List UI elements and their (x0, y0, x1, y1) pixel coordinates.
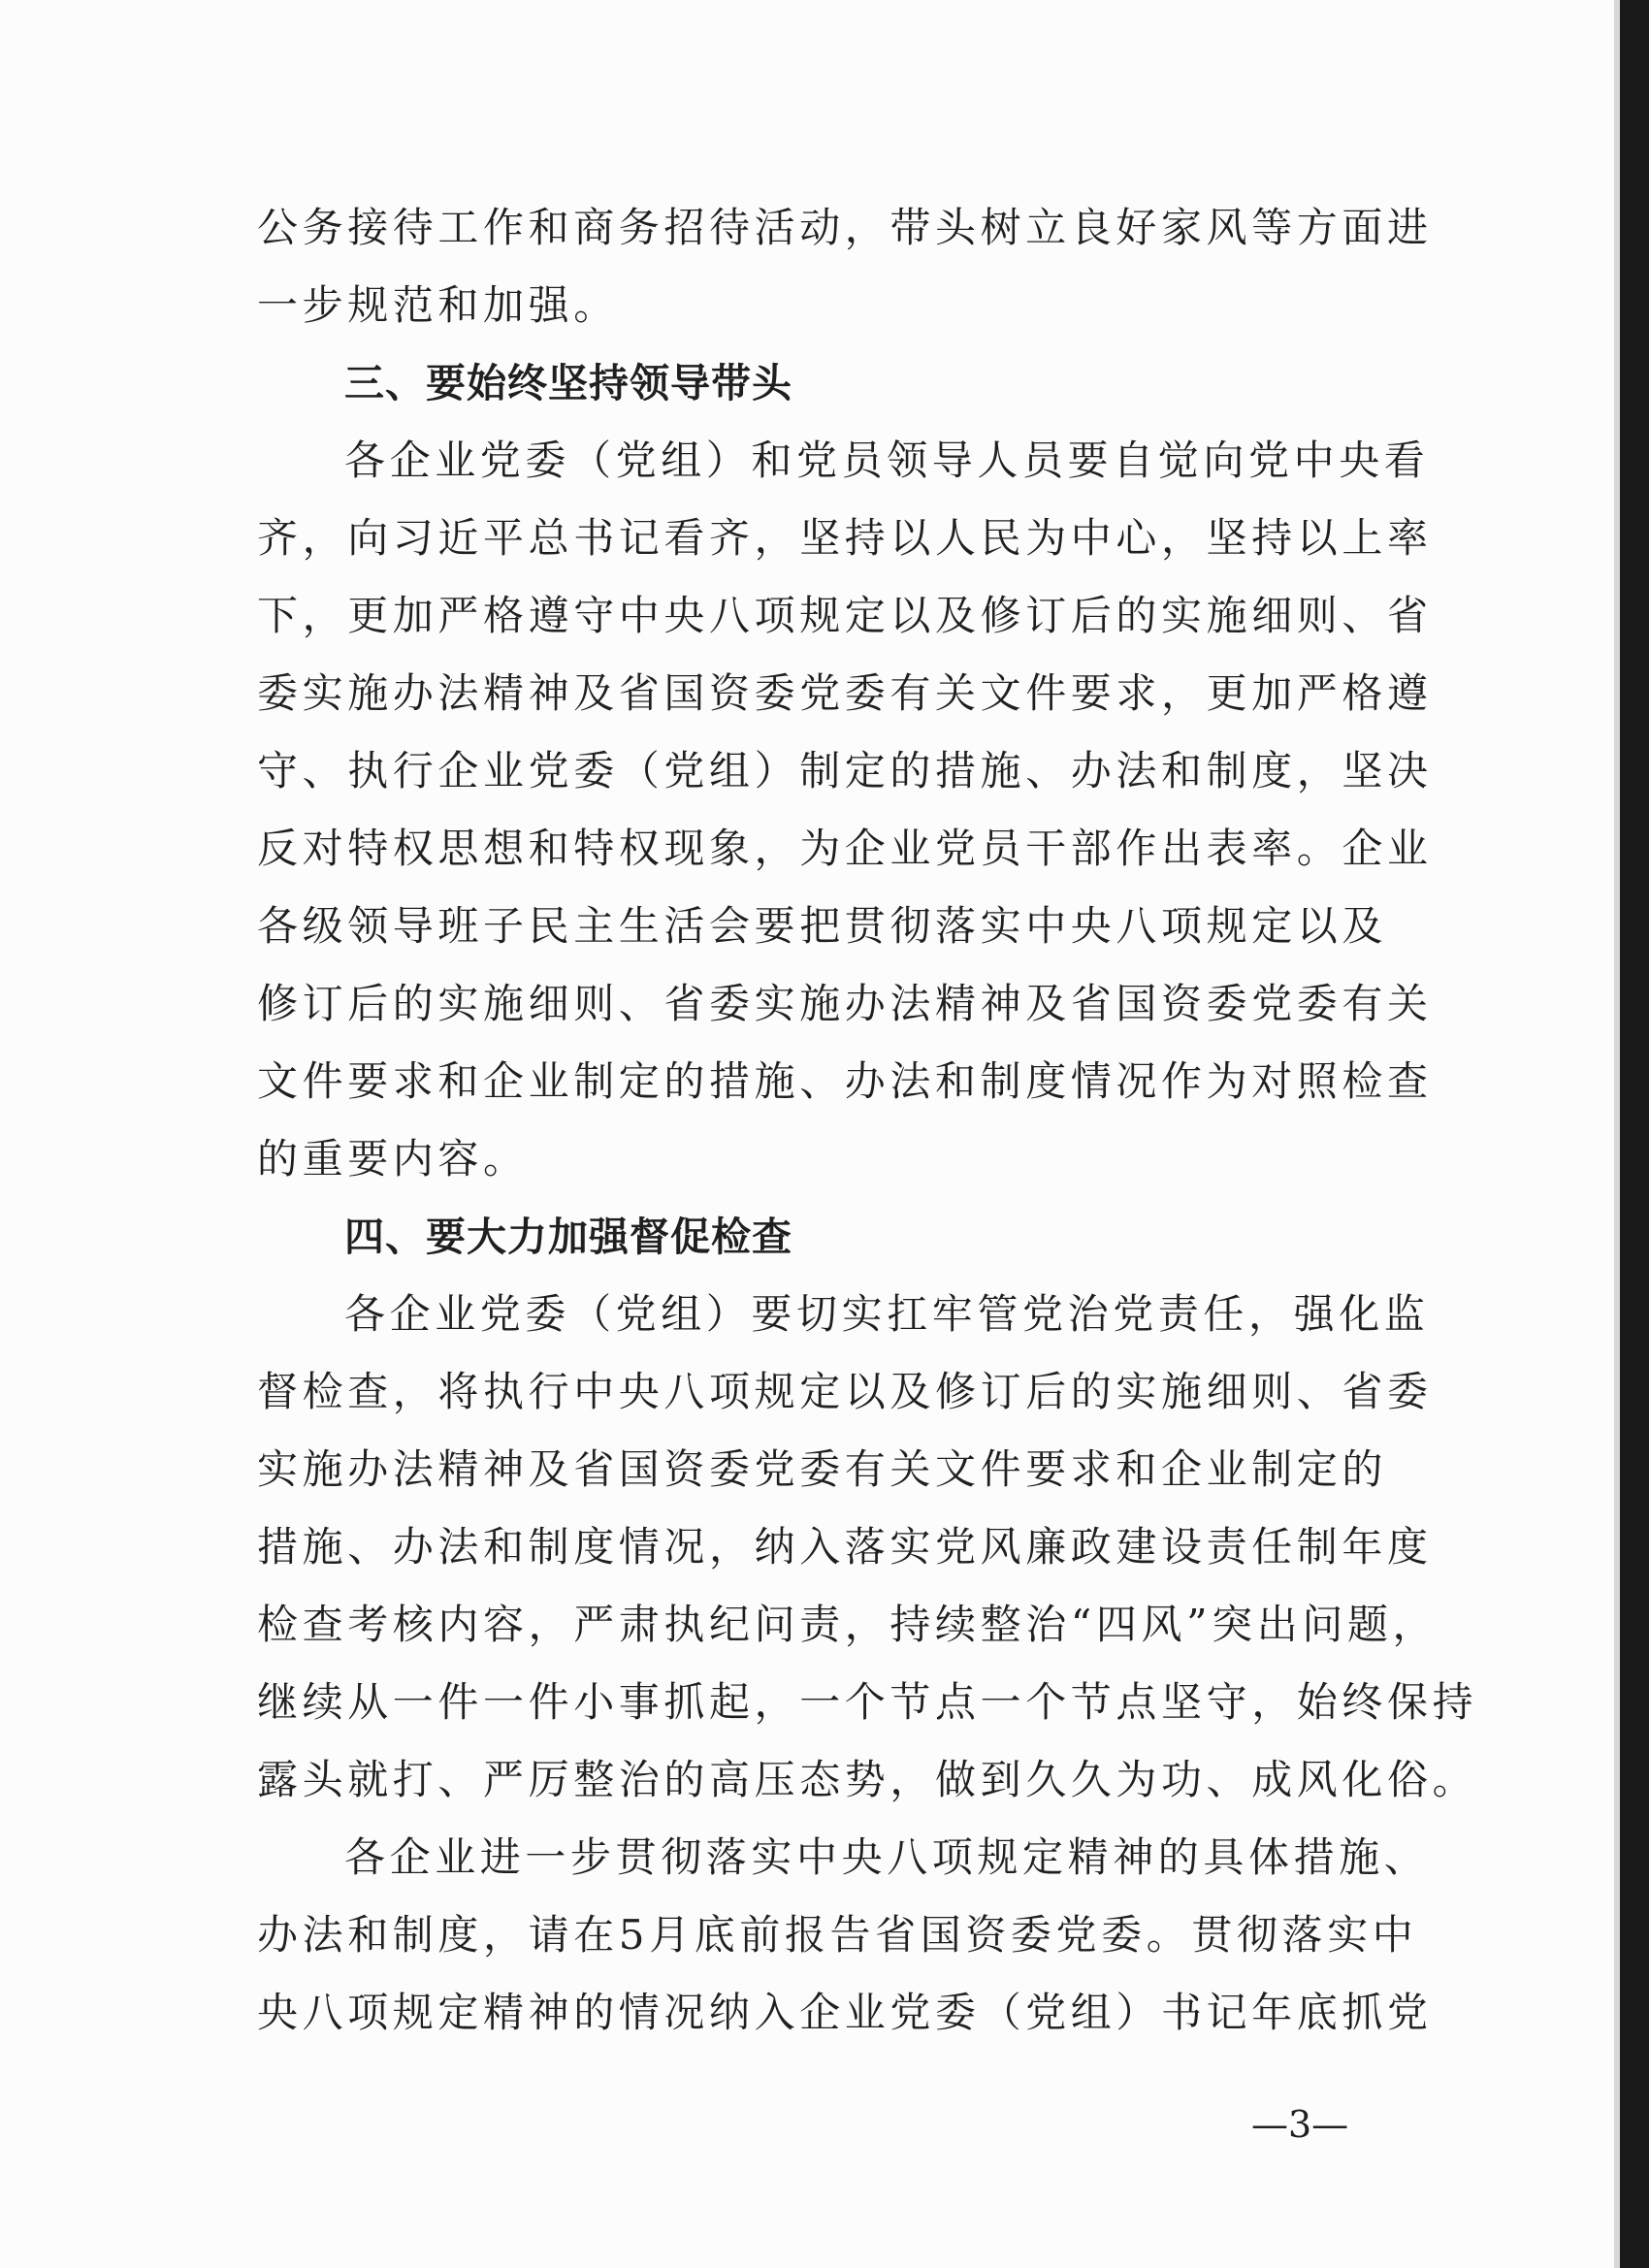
scan-border-dark (1620, 0, 1649, 2268)
paragraph-line: 各企业进一步贯彻落实中央八项规定精神的具体措施、 (344, 1833, 1430, 1881)
paragraph-line: 修订后的实施细则、省委实施办法精神及省国资委党委有关 (257, 980, 1433, 1027)
paragraph-line: 办法和制度，请在5月底前报告省国资委党委。贯彻落实中 (257, 1911, 1418, 1959)
paragraph-line: 齐，向习近平总书记看齐，坚持以人民为中心，坚持以上率 (257, 514, 1433, 562)
paragraph-line: 继续从一件一件小事抓起，一个节点一个节点坚守，始终保持 (257, 1678, 1478, 1726)
section-heading: 三、要始终坚持领导带头 (344, 360, 792, 406)
page-number: —3— (1251, 2103, 1349, 2146)
paragraph-line: 各级领导班子民主生活会要把贯彻落实中央八项规定以及 (257, 902, 1388, 950)
paragraph-line: 委实施办法精神及省国资委党委有关文件要求，更加严格遵 (257, 669, 1433, 717)
document-body (257, 189, 1478, 2052)
paragraph-line: 检查考核内容，严肃执纪问责，持续整治“四风”突出问题， (257, 1601, 1439, 1648)
paragraph-line: 央八项规定精神的情况纳入企业党委（党组）书记年底抓党 (257, 1989, 1433, 2036)
paragraph-line: 露头就打、严厉整治的高压态势，做到久久为功、成风化俗。 (257, 1756, 1478, 1803)
paragraph-line: 各企业党委（党组）和党员领导人员要自觉向党中央看 (344, 437, 1430, 484)
paragraph-line: 文件要求和企业制定的措施、办法和制度情况作为对照检查 (257, 1057, 1433, 1105)
paragraph-line: 实施办法精神及省国资委党委有关文件要求和企业制定的 (257, 1445, 1388, 1493)
paragraph-line: 下，更加严格遵守中央八项规定以及修订后的实施细则、省 (257, 592, 1433, 639)
paragraph-line: 反对特权思想和特权现象，为企业党员干部作出表率。企业 (257, 825, 1433, 872)
paragraph-line: 措施、办法和制度情况，纳入落实党风廉政建设责任制年度 (257, 1523, 1433, 1571)
section-heading: 四、要大力加强督促检查 (344, 1214, 792, 1260)
paragraph-line: 督检查，将执行中央八项规定以及修订后的实施细则、省委 (257, 1368, 1433, 1415)
paragraph-line: 的重要内容。 (257, 1135, 529, 1183)
paragraph-line: 各企业党委（党组）要切实扛牢管党治党责任，强化监 (344, 1290, 1430, 1338)
paragraph-line: 守、执行企业党委（党组）制定的措施、办法和制度，坚决 (257, 747, 1433, 794)
paragraph-line: 公务接待工作和商务招待活动，带头树立良好家风等方面进 (257, 204, 1433, 251)
paragraph-line: 一步规范和加强。 (257, 281, 619, 329)
